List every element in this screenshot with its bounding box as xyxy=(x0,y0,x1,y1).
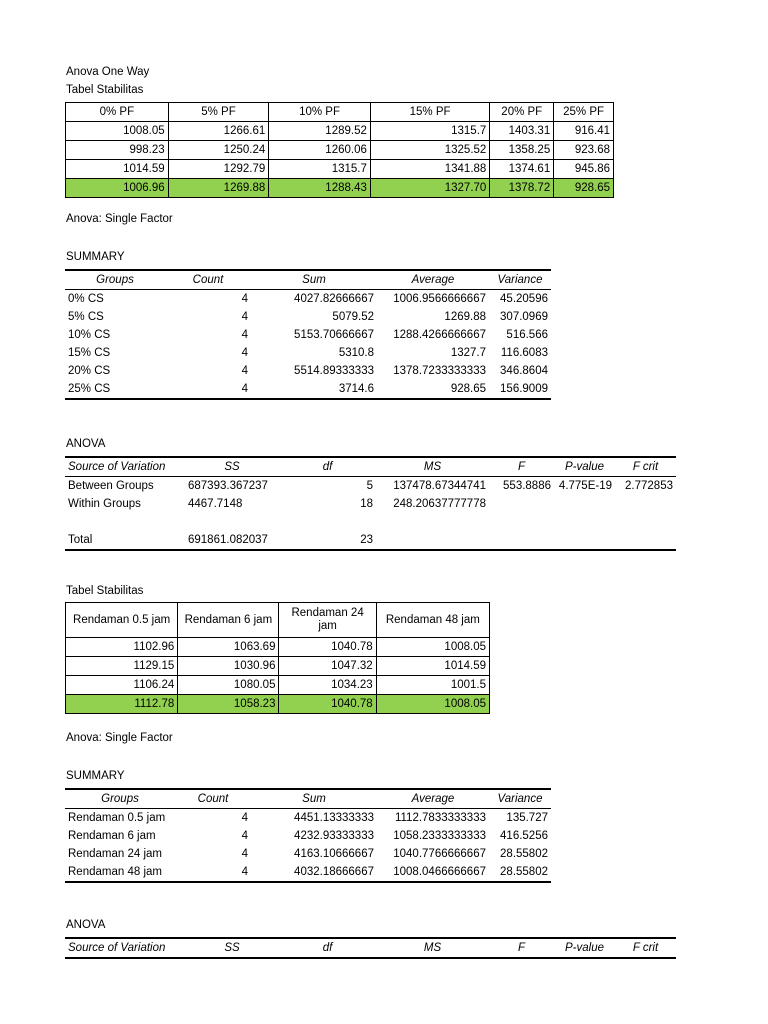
table-cell: 916.41 xyxy=(554,122,614,141)
anova-header: SS xyxy=(185,938,279,958)
table-cell: 135.727 xyxy=(506,812,548,824)
average-cell: 1288.43 xyxy=(269,179,371,198)
table-row xyxy=(66,657,490,676)
table-cell: 1129.15 xyxy=(66,657,178,676)
table2-header: Rendaman 48 jam xyxy=(376,603,489,638)
table-cell: 1260.06 xyxy=(269,141,371,160)
table-cell: 346.8604 xyxy=(500,365,548,377)
table-cell: 4232.93333333 xyxy=(294,830,374,842)
table-cell: 1289.52 xyxy=(269,122,371,141)
table-cell: 553.8886 xyxy=(503,480,551,492)
anova-single-factor-title-2: Anova: Single Factor xyxy=(66,732,173,744)
table1-header: 5% PF xyxy=(168,103,269,122)
summary-header: Sum xyxy=(251,789,377,809)
table-cell: 1327.7 xyxy=(450,347,486,359)
table-cell: 1378.7233333333 xyxy=(393,365,486,377)
table-cell: 1001.5 xyxy=(376,676,489,695)
average-cell: 928.65 xyxy=(554,179,614,198)
group-name: Rendaman 24 jam xyxy=(68,848,162,860)
anova-header: Source of Variation xyxy=(65,457,185,477)
group-name: 25% CS xyxy=(65,380,165,399)
table-cell: 1058.2333333333 xyxy=(393,830,486,842)
summary-header: Groups xyxy=(65,789,175,809)
average-cell: 1327.70 xyxy=(370,179,489,198)
table-cell: 18 xyxy=(360,498,373,510)
anova-header: P-value xyxy=(554,457,615,477)
anova-header: Source of Variation xyxy=(65,938,185,958)
table-cell: 4 xyxy=(165,380,251,399)
table-cell: 923.68 xyxy=(554,141,614,160)
table-cell: 1008.05 xyxy=(66,122,169,141)
table-row xyxy=(65,809,551,828)
table2-header: Rendaman 6 jam xyxy=(178,603,279,638)
table-cell: 1269.88 xyxy=(444,311,486,323)
table-cell: 4 xyxy=(241,848,248,860)
group-name: 5% CS xyxy=(68,311,104,323)
summary-header: Variance xyxy=(489,270,551,290)
table-cell: 3714.6 xyxy=(251,380,377,399)
group-name: 15% CS xyxy=(68,347,111,359)
summary-table-cs xyxy=(65,269,551,400)
source-label: Within Groups xyxy=(68,498,141,510)
table-cell: 1315.7 xyxy=(370,122,489,141)
table-cell: 4027.82666667 xyxy=(294,293,374,305)
table-cell: 1374.61 xyxy=(490,160,554,179)
table2-header: Rendaman 0.5 jam xyxy=(66,603,178,638)
table-row xyxy=(65,863,551,882)
table-row xyxy=(65,827,551,845)
table-cell: 307.0969 xyxy=(500,311,548,323)
table2-header-row xyxy=(66,603,490,638)
table-cell: 4 xyxy=(241,329,248,341)
average-cell: 1378.72 xyxy=(490,179,554,198)
anova-between-row xyxy=(65,477,676,496)
table-cell: 28.55802 xyxy=(489,863,551,882)
table-cell: 45.20596 xyxy=(500,293,548,305)
anova2-header-row xyxy=(65,938,676,958)
table-row xyxy=(66,638,490,657)
table-cell: 28.55802 xyxy=(500,848,548,860)
table-row xyxy=(65,290,551,309)
summary-header: Groups xyxy=(65,270,165,290)
table2-header: Rendaman 24 jam xyxy=(279,603,376,638)
summary-header: Count xyxy=(175,789,251,809)
anova-title: ANOVA xyxy=(66,438,106,450)
stability-table-rendaman xyxy=(65,602,490,714)
summary2-header-row xyxy=(65,789,551,809)
table-cell: 248.20637777778 xyxy=(393,498,486,510)
table-cell: 5 xyxy=(366,480,373,492)
anova-header: P-value xyxy=(554,938,615,958)
table-cell: 4 xyxy=(241,347,248,359)
table-cell: 1106.24 xyxy=(66,676,178,695)
table-cell: 516.566 xyxy=(506,329,548,341)
table-cell: 687393.367237 xyxy=(188,480,268,492)
document-title: Anova One Way xyxy=(66,66,150,78)
average-cell: 1269.88 xyxy=(168,179,269,198)
source-label: Total xyxy=(65,531,185,550)
summary-header: Variance xyxy=(489,789,551,809)
table2-title: Tabel Stabilitas xyxy=(66,585,144,597)
table-cell: 1080.05 xyxy=(178,676,279,695)
group-name: 10% CS xyxy=(68,329,111,341)
summary-title-2: SUMMARY xyxy=(66,770,125,782)
table-row xyxy=(66,160,614,179)
anova-table-rendaman xyxy=(65,937,676,959)
table1-header: 25% PF xyxy=(554,103,614,122)
table-cell: 1358.25 xyxy=(490,141,554,160)
table-row xyxy=(65,326,551,344)
table-cell: 998.23 xyxy=(66,141,169,160)
anova1-header-row xyxy=(65,457,676,477)
table-cell: 1063.69 xyxy=(178,638,279,657)
table-cell: 691861.082037 xyxy=(185,531,279,550)
table-cell: 5153.70666667 xyxy=(294,329,374,341)
table-row xyxy=(65,344,551,362)
group-name: 20% CS xyxy=(68,365,111,377)
anova-header: F xyxy=(489,938,554,958)
summary-table-rendaman xyxy=(65,788,551,883)
average-cell: 1008.05 xyxy=(376,695,489,714)
table-row xyxy=(66,141,614,160)
table-cell: 1008.0466666667 xyxy=(377,863,489,882)
anova-header: SS xyxy=(185,457,279,477)
summary1-header-row xyxy=(65,270,551,290)
table1-average-row xyxy=(66,179,614,198)
table-cell: 4 xyxy=(241,812,248,824)
summary-header: Sum xyxy=(251,270,377,290)
table-cell: 137478.67344741 xyxy=(393,480,486,492)
table-row xyxy=(66,676,490,695)
table-cell: 23 xyxy=(279,531,376,550)
table-cell: 1008.05 xyxy=(376,638,489,657)
table-cell: 4451.13333333 xyxy=(294,812,374,824)
table-row xyxy=(65,380,551,399)
group-name: Rendaman 6 jam xyxy=(68,830,156,842)
table1-title: Tabel Stabilitas xyxy=(66,84,144,96)
table-cell: 1006.9566666667 xyxy=(393,293,486,305)
table-cell: 4163.10666667 xyxy=(294,848,374,860)
anova-within-row xyxy=(65,495,676,513)
table-cell: 4 xyxy=(241,293,248,305)
table-row xyxy=(65,845,551,863)
anova-header: df xyxy=(279,938,376,958)
table-cell: 1102.96 xyxy=(66,638,178,657)
table-cell: 1040.78 xyxy=(279,638,376,657)
anova-header: MS xyxy=(376,457,489,477)
table-cell: 5310.8 xyxy=(338,347,374,359)
summary-header: Count xyxy=(165,270,251,290)
table-cell: 4032.18666667 xyxy=(251,863,377,882)
table-row xyxy=(65,308,551,326)
table-cell: 1341.88 xyxy=(370,160,489,179)
group-name: Rendaman 0.5 jam xyxy=(68,812,166,824)
table-cell: 945.86 xyxy=(554,160,614,179)
summary-header: Average xyxy=(377,789,489,809)
table2-average-row xyxy=(66,695,490,714)
table-cell: 1325.52 xyxy=(370,141,489,160)
table-cell: 1292.79 xyxy=(168,160,269,179)
average-cell: 1112.78 xyxy=(66,695,178,714)
anova-header: F crit xyxy=(615,457,676,477)
table-cell: 156.9009 xyxy=(489,380,551,399)
table-cell: 4 xyxy=(241,365,248,377)
anova-table-cs xyxy=(65,456,676,551)
anova-header: df xyxy=(279,457,376,477)
table-cell: 4467.7148 xyxy=(188,498,243,510)
table-row xyxy=(65,362,551,380)
anova-single-factor-title: Anova: Single Factor xyxy=(66,213,173,225)
table-cell: 1403.31 xyxy=(490,122,554,141)
table1-header: 10% PF xyxy=(269,103,371,122)
average-cell: 1040.78 xyxy=(279,695,376,714)
table-cell: 116.6083 xyxy=(500,347,548,359)
table-cell: 1034.23 xyxy=(279,676,376,695)
table1-header-row xyxy=(66,103,614,122)
summary-title: SUMMARY xyxy=(66,251,125,263)
table-cell: 1030.96 xyxy=(178,657,279,676)
average-cell: 1006.96 xyxy=(66,179,169,198)
table-cell: 4 xyxy=(241,311,248,323)
table-cell: 1288.4266666667 xyxy=(393,329,486,341)
anova-total-row xyxy=(65,531,676,550)
table-cell: 1315.7 xyxy=(269,160,371,179)
table-row xyxy=(66,122,614,141)
anova-header: F xyxy=(489,457,554,477)
table-cell: 1047.32 xyxy=(279,657,376,676)
group-name: 0% CS xyxy=(68,293,104,305)
table1-header: 0% PF xyxy=(66,103,169,122)
table-cell: 1266.61 xyxy=(168,122,269,141)
table-cell: 1040.7766666667 xyxy=(393,848,486,860)
average-cell: 1058.23 xyxy=(178,695,279,714)
table-cell: 1014.59 xyxy=(376,657,489,676)
table-cell: 1112.7833333333 xyxy=(394,812,486,824)
anova-header: MS xyxy=(376,938,489,958)
table-cell: 416.5256 xyxy=(500,830,548,842)
table-cell: 928.65 xyxy=(377,380,489,399)
table-cell: 2.772853 xyxy=(625,480,673,492)
table-cell: 4 xyxy=(175,863,251,882)
group-name: Rendaman 48 jam xyxy=(65,863,175,882)
table-cell: 1014.59 xyxy=(66,160,169,179)
spacer-row xyxy=(65,513,676,531)
table-cell: 4.775E-19 xyxy=(558,480,612,492)
stability-table-pf xyxy=(65,102,614,198)
table-cell: 5079.52 xyxy=(332,311,374,323)
source-label: Between Groups xyxy=(68,480,154,492)
anova-header: F crit xyxy=(615,938,676,958)
anova-title-2: ANOVA xyxy=(66,919,106,931)
table-cell: 5514.89333333 xyxy=(294,365,374,377)
table1-header: 15% PF xyxy=(370,103,489,122)
summary-header: Average xyxy=(377,270,489,290)
table1-header: 20% PF xyxy=(490,103,554,122)
table-cell: 1250.24 xyxy=(168,141,269,160)
table-cell: 4 xyxy=(241,830,248,842)
